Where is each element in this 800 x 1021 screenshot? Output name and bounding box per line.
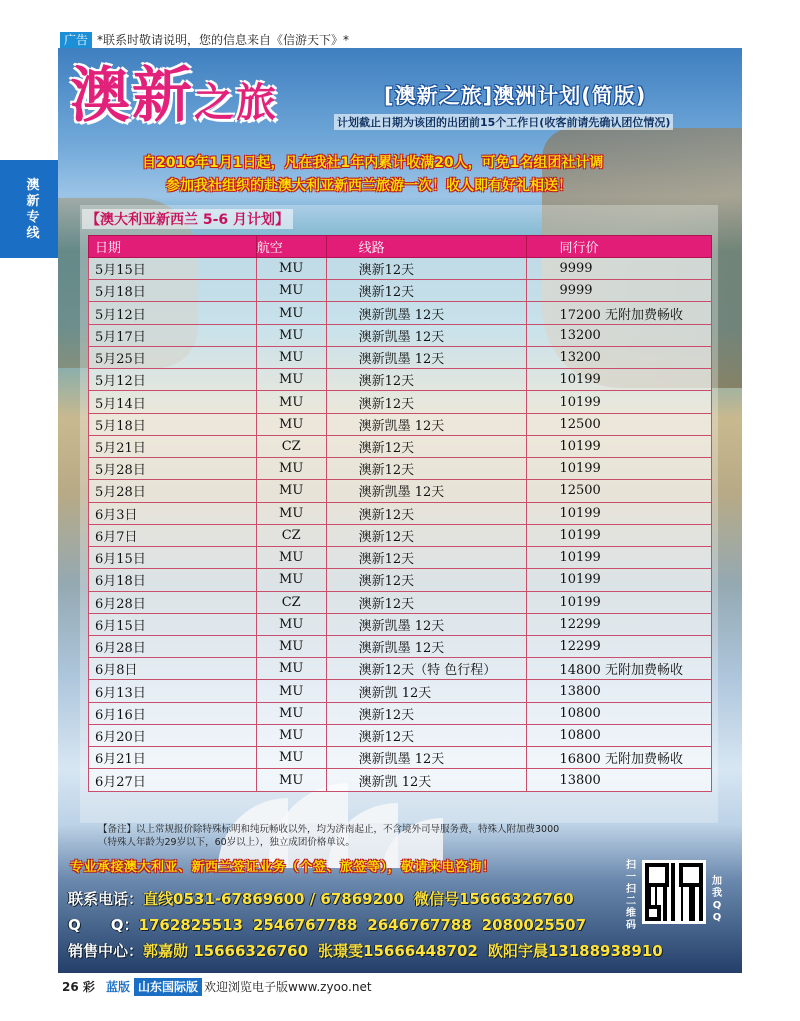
table-row xyxy=(89,280,712,302)
row-price: 10199 xyxy=(527,569,712,591)
visa-service-note: 专业承接澳大利亚、新西兰签证业务（个签、旅签等），敬请来电咨询！ xyxy=(70,860,496,875)
section-title: 【澳大利亚新西兰 5-6 月计划】 xyxy=(82,209,293,229)
table-row xyxy=(89,502,712,524)
table-row xyxy=(89,302,712,324)
row-airline: MU xyxy=(256,458,326,480)
remark-line-2: （特殊人年龄为29岁以下，60岁以上），独立成团价格单议。 xyxy=(98,837,355,848)
row-price: 13800 xyxy=(527,769,712,791)
row-date: 5月28日 xyxy=(89,458,257,480)
row-route: 澳新12天 xyxy=(326,258,527,280)
row-airline: MU xyxy=(256,391,326,413)
phone-number[interactable]: 直线0531-67869600 / 67869200 xyxy=(143,890,404,908)
row-date: 5月18日 xyxy=(89,413,257,435)
table-row xyxy=(89,569,712,591)
qq-label: Q Q： xyxy=(68,916,139,934)
row-price: 13800 xyxy=(527,680,712,702)
row-airline: MU xyxy=(256,569,326,591)
remark-note xyxy=(98,823,628,849)
row-date: 5月15日 xyxy=(89,258,257,280)
row-price: 16800 无附加费畅收 xyxy=(527,747,712,769)
row-airline: MU xyxy=(256,547,326,569)
row-airline: CZ xyxy=(256,524,326,546)
header-route: 线路 xyxy=(326,236,527,258)
row-price: 12500 xyxy=(527,480,712,502)
schedule-table xyxy=(88,235,712,792)
row-route: 澳新凯墨 12天 xyxy=(326,747,527,769)
row-date: 6月27日 xyxy=(89,769,257,791)
row-route: 澳新12天 xyxy=(326,702,527,724)
row-route: 澳新凯墨 12天 xyxy=(326,635,527,657)
top-ad-strip xyxy=(0,0,800,48)
row-date: 6月28日 xyxy=(89,635,257,657)
page-footer xyxy=(0,976,800,998)
row-date: 6月7日 xyxy=(89,524,257,546)
row-airline: MU xyxy=(256,769,326,791)
footer-link[interactable]: 欢迎浏览电子版www.zyoo.net xyxy=(204,980,372,994)
row-route: 澳新12天 xyxy=(326,502,527,524)
row-date: 5月25日 xyxy=(89,346,257,368)
table-row xyxy=(89,591,712,613)
contact-qq-row xyxy=(68,914,596,935)
row-date: 5月28日 xyxy=(89,480,257,502)
row-airline: MU xyxy=(256,369,326,391)
row-airline: MU xyxy=(256,324,326,346)
logo-small: 之旅 xyxy=(194,80,278,126)
table-row xyxy=(89,413,712,435)
row-route: 澳新12天 xyxy=(326,591,527,613)
row-date: 5月18日 xyxy=(89,280,257,302)
wechat-id[interactable]: 微信号15666326760 xyxy=(413,890,574,908)
row-price: 12299 xyxy=(527,635,712,657)
table-row xyxy=(89,680,712,702)
row-route: 澳新凯 12天 xyxy=(326,680,527,702)
row-date: 5月17日 xyxy=(89,324,257,346)
table-row xyxy=(89,724,712,746)
row-date: 5月14日 xyxy=(89,391,257,413)
logo-main: 澳新 xyxy=(70,61,194,131)
row-route: 澳新凯墨 12天 xyxy=(326,346,527,368)
table-row xyxy=(89,324,712,346)
row-airline: MU xyxy=(256,346,326,368)
row-price: 10199 xyxy=(527,524,712,546)
row-route: 澳新12天 xyxy=(326,724,527,746)
table-row xyxy=(89,391,712,413)
page-title: [澳新之旅]澳洲计划(简版) xyxy=(384,84,647,108)
row-date: 6月13日 xyxy=(89,680,257,702)
row-price: 10199 xyxy=(527,435,712,457)
row-airline: MU xyxy=(256,413,326,435)
row-date: 5月12日 xyxy=(89,369,257,391)
side-tab-label: 澳新专线 xyxy=(26,178,40,241)
header-date: 日期 xyxy=(89,236,257,258)
row-price: 13200 xyxy=(527,324,712,346)
promo-line-1: 自2016年1月1日起，凡在我社1年内累计收满20人，可免1名组团社计调 xyxy=(142,155,604,171)
row-price: 10199 xyxy=(527,391,712,413)
qq-number[interactable]: 2080025507 xyxy=(481,916,587,934)
row-airline: MU xyxy=(256,302,326,324)
row-route: 澳新凯墨 12天 xyxy=(326,324,527,346)
row-price: 10199 xyxy=(527,369,712,391)
row-airline: MU xyxy=(256,258,326,280)
qr-code[interactable] xyxy=(642,860,706,924)
row-route: 澳新12天 xyxy=(326,435,527,457)
row-price: 12299 xyxy=(527,613,712,635)
sales-contact[interactable]: 郭嘉勋 15666326760 xyxy=(143,942,309,960)
row-price: 10800 xyxy=(527,702,712,724)
row-price: 10800 xyxy=(527,724,712,746)
qr-corner-icon xyxy=(645,905,661,921)
row-price: 10199 xyxy=(527,458,712,480)
table-row xyxy=(89,547,712,569)
qq-number[interactable]: 2546767788 xyxy=(252,916,358,934)
row-route: 澳新凯墨 12天 xyxy=(326,480,527,502)
row-date: 5月21日 xyxy=(89,435,257,457)
row-route: 澳新凯 12天 xyxy=(326,769,527,791)
row-date: 6月28日 xyxy=(89,591,257,613)
row-route: 澳新12天 xyxy=(326,569,527,591)
table-row xyxy=(89,702,712,724)
table-row xyxy=(89,258,712,280)
table-row xyxy=(89,480,712,502)
row-airline: MU xyxy=(256,502,326,524)
table-row xyxy=(89,658,712,680)
row-price: 10199 xyxy=(527,591,712,613)
qr-scan-label: 扫一扫二维码 xyxy=(626,860,636,931)
row-airline: MU xyxy=(256,702,326,724)
row-airline: MU xyxy=(256,480,326,502)
row-airline: MU xyxy=(256,680,326,702)
row-date: 6月15日 xyxy=(89,547,257,569)
row-price: 10199 xyxy=(527,547,712,569)
row-airline: CZ xyxy=(256,591,326,613)
poster xyxy=(58,48,742,973)
row-route: 澳新12天 xyxy=(326,524,527,546)
qq-number[interactable]: 2646767788 xyxy=(367,916,472,934)
row-airline: MU xyxy=(256,280,326,302)
row-price: 10199 xyxy=(527,502,712,524)
row-date: 6月3日 xyxy=(89,502,257,524)
row-airline: MU xyxy=(256,658,326,680)
row-route: 澳新凯墨 12天 xyxy=(326,613,527,635)
row-route: 澳新12天 xyxy=(326,280,527,302)
table-row xyxy=(89,524,712,546)
phone-label: 联系电话： xyxy=(68,890,144,908)
table-header-row xyxy=(89,236,712,258)
row-route: 澳新12天（特 色行程） xyxy=(326,658,527,680)
sales-center-row xyxy=(68,940,673,961)
row-airline: MU xyxy=(256,747,326,769)
table-row xyxy=(89,613,712,635)
sales-label: 销售中心： xyxy=(68,942,144,960)
row-route: 澳新12天 xyxy=(326,547,527,569)
contact-phone-row xyxy=(68,888,584,909)
row-airline: CZ xyxy=(256,435,326,457)
table-row xyxy=(89,769,712,791)
row-price: 9999 xyxy=(527,280,712,302)
row-price: 12500 xyxy=(527,413,712,435)
table-row xyxy=(89,635,712,657)
remark-line-1: 【备注】以上常规报价除特殊标明和纯玩畅收以外，均为济南起止，不含境外司导服务费，特殊人附加费3000 xyxy=(98,824,560,835)
row-date: 6月16日 xyxy=(89,702,257,724)
brand-logo xyxy=(70,58,278,141)
header-airline: 航空 xyxy=(256,236,326,258)
row-date: 6月21日 xyxy=(89,747,257,769)
row-airline: MU xyxy=(256,613,326,635)
sales-contact[interactable]: 欧阳宇晨13188938910 xyxy=(487,942,663,960)
side-tab[interactable] xyxy=(0,160,62,258)
table-row xyxy=(89,435,712,457)
table-row xyxy=(89,346,712,368)
row-date: 6月18日 xyxy=(89,569,257,591)
row-date: 6月20日 xyxy=(89,724,257,746)
row-price: 14800 无附加费畅收 xyxy=(527,658,712,680)
qq-number[interactable]: 1762825513 xyxy=(138,916,243,934)
row-route: 澳新凯墨 12天 xyxy=(326,413,527,435)
page-number: 26 彩 xyxy=(62,980,95,994)
row-airline: MU xyxy=(256,635,326,657)
table-row xyxy=(89,369,712,391)
row-route: 澳新12天 xyxy=(326,458,527,480)
row-price: 13200 xyxy=(527,346,712,368)
page-subtitle: 计划截止日期为该团的出团前15个工作日(收客前请先确认团位情况) xyxy=(334,114,673,130)
row-date: 6月15日 xyxy=(89,613,257,635)
row-route: 澳新12天 xyxy=(326,391,527,413)
row-route: 澳新12天 xyxy=(326,369,527,391)
table-row xyxy=(89,458,712,480)
qr-add-qq-label: 加我QQ xyxy=(712,876,722,923)
row-price: 17200 无附加费畅收 xyxy=(527,302,712,324)
edition-label: 蓝版 xyxy=(106,980,131,994)
ad-tag: 广告 xyxy=(60,32,92,48)
table-row xyxy=(89,747,712,769)
sales-contact[interactable]: 张璟雯15666448702 xyxy=(318,942,478,960)
header-price: 同行价 xyxy=(527,236,712,258)
promo-line-2: 参加我社组织的赴澳大利亚新西兰旅游一次！收人即有好礼相送！ xyxy=(166,178,572,194)
ad-note: *联系时敬请说明，您的信息来自《信游天下》* xyxy=(97,33,350,47)
row-route: 澳新凯墨 12天 xyxy=(326,302,527,324)
row-date: 6月8日 xyxy=(89,658,257,680)
row-date: 5月12日 xyxy=(89,302,257,324)
section-label: 山东国际版 xyxy=(134,978,202,996)
row-airline: MU xyxy=(256,724,326,746)
row-price: 9999 xyxy=(527,258,712,280)
